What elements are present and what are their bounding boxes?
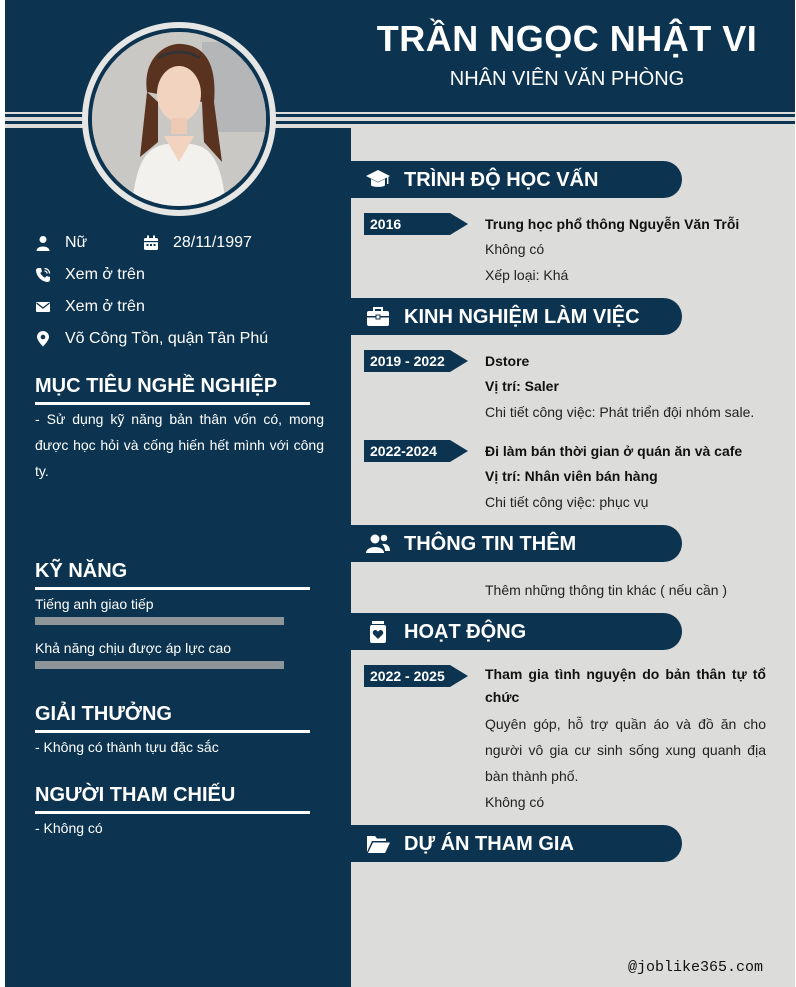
references-text: - Không có	[35, 820, 103, 836]
references-divider	[35, 811, 310, 814]
education-year: 2016	[364, 213, 450, 235]
projects-heading: DỰ ÁN THAM GIA	[404, 833, 574, 855]
extra-info-text: Thêm những thông tin khác ( nếu cần )	[485, 582, 728, 598]
activities-note: Không có	[485, 794, 545, 810]
references-heading: NGƯỜI THAM CHIẾU	[35, 784, 236, 806]
birthdate-row	[143, 234, 252, 252]
experience-period: 2019 - 2022	[364, 350, 450, 372]
skill-label: Khả năng chịu được áp lực cao	[35, 640, 232, 656]
phone-value: Xem ở trên	[65, 266, 145, 283]
watermark-text: @joblike365.com	[628, 959, 764, 976]
candidate-title: NHÂN VIÊN VĂN PHÒNG	[449, 68, 685, 90]
experience-period: 2022-2024	[364, 440, 450, 462]
skill-level-bar	[35, 617, 284, 625]
gender-value: Nữ	[65, 234, 88, 251]
users-icon	[365, 531, 391, 557]
experience-detail: Chi tiết công việc: Phát triển đội nhóm sale.	[485, 404, 755, 420]
awards-text: - Không có thành tựu đặc sắc	[35, 739, 219, 755]
experience-company: Dstore	[485, 353, 530, 369]
address-row	[35, 330, 268, 348]
skill-label: Tiếng anh giao tiếp	[35, 596, 154, 612]
education-grade: Xếp loại: Khá	[485, 267, 569, 283]
activities-title: Tham gia tình nguyện do bản thân tự tổ chức	[485, 666, 766, 705]
activities-banner	[351, 613, 682, 650]
education-school: Trung học phổ thông Nguyễn Văn Trỗi	[485, 216, 740, 232]
activities-detail: Quyên góp, hỗ trợ quần áo và đồ ăn cho người vô gia cư sinh sống xung quanh địa bàn thành phố.	[485, 716, 766, 784]
phone-row	[35, 266, 145, 284]
candidate-name: TRẦN NGỌC NHẬT VI	[376, 18, 758, 59]
phone-icon	[35, 267, 51, 283]
extra-info-banner	[351, 525, 682, 562]
gender-row	[35, 234, 87, 252]
activities-period: 2022 - 2025	[364, 665, 450, 687]
cv-page	[5, 0, 795, 987]
calendar-icon	[143, 235, 159, 251]
objective-text: - Sử dụng kỹ năng bản thân vốn có, mong được học hỏi và cống hiến hết mình với công ty.	[35, 411, 324, 479]
education-heading: TRÌNH ĐỘ HỌC VẤN	[404, 169, 599, 191]
heart-jar-icon	[365, 619, 391, 645]
activities-heading: HOẠT ĐỘNG	[404, 621, 527, 643]
experience-banner	[351, 298, 682, 335]
awards-divider	[35, 730, 310, 733]
email-value: Xem ở trên	[65, 298, 145, 315]
map-pin-icon	[35, 331, 51, 347]
skills-divider	[35, 587, 310, 590]
envelope-icon	[35, 299, 51, 315]
experience-heading: KINH NGHIỆM LÀM VIỆC	[404, 306, 640, 328]
user-icon	[35, 235, 51, 251]
email-row	[35, 298, 145, 316]
projects-banner	[351, 825, 682, 862]
graduation-cap-icon	[365, 167, 391, 193]
experience-position: Vị trí: Nhân viên bán hàng	[485, 468, 658, 484]
skills-heading: KỸ NĂNG	[35, 560, 128, 582]
awards-heading: GIẢI THƯỞNG	[35, 703, 172, 725]
education-banner	[351, 161, 682, 198]
experience-position: Vị trí: Saler	[485, 378, 559, 394]
experience-detail: Chi tiết công việc: phục vụ	[485, 494, 649, 510]
education-major: Không có	[485, 241, 545, 257]
birthdate-value: 28/11/1997	[173, 234, 252, 251]
objective-divider	[35, 402, 310, 405]
left-sidebar	[5, 128, 351, 987]
folder-open-icon	[365, 831, 391, 857]
extra-info-heading: THÔNG TIN THÊM	[404, 533, 577, 555]
briefcase-icon	[365, 304, 391, 330]
avatar-photo	[92, 32, 266, 206]
address-value: Võ Công Tồn, quận Tân Phú	[65, 330, 269, 347]
experience-company: Đi làm bán thời gian ở quán ăn và cafe	[485, 443, 743, 459]
objective-heading: MỤC TIÊU NGHỀ NGHIỆP	[35, 375, 278, 397]
skill-level-bar	[35, 661, 284, 669]
